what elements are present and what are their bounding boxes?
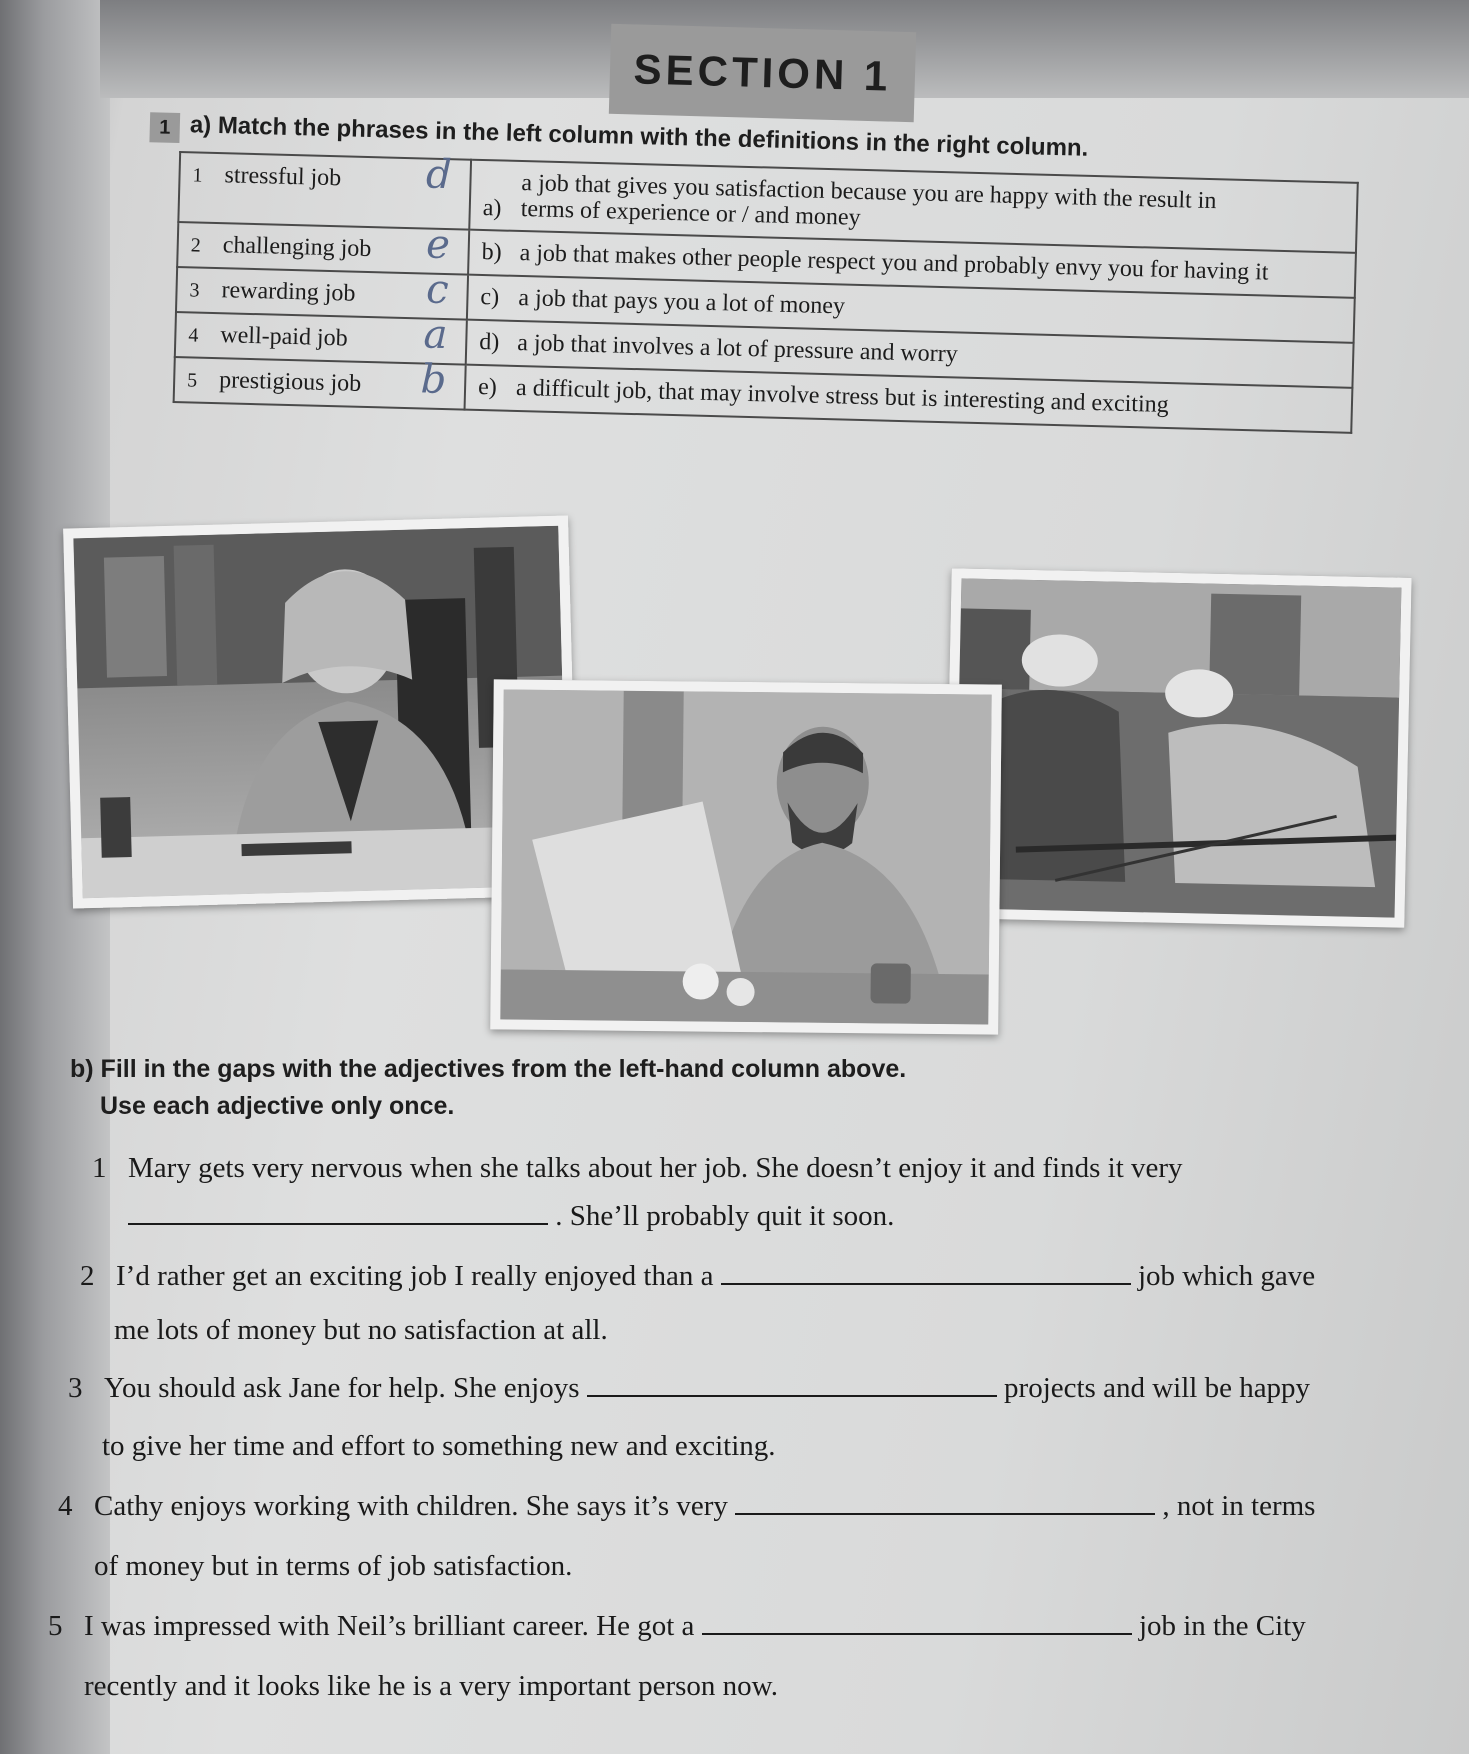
sentence-text: recently and it looks like he is a very important person now.: [84, 1670, 778, 1702]
sentence-text: , not in terms: [1162, 1490, 1316, 1522]
sentence-5-line-2: [84, 1670, 778, 1703]
sentence-4: [58, 1490, 1315, 1523]
sentence-5: [48, 1610, 1306, 1643]
sentence-text: Mary gets very nervous when she talks about her job. She doesn’t enjoy it and finds it very: [128, 1152, 1183, 1184]
sentence-number: 2: [80, 1260, 95, 1292]
phrase-cell: [178, 152, 471, 230]
sentence-text: of money but in terms of job satisfaction.: [94, 1550, 573, 1582]
phrase-cell: [177, 222, 469, 275]
definition-text: a job that pays you a lot of money: [518, 284, 846, 320]
phrase-number: 5: [186, 369, 198, 392]
matching-table: [173, 151, 1359, 434]
sentence-1: [92, 1152, 1183, 1185]
definition-letter: a): [482, 195, 502, 222]
sentence-text: job in the City: [1138, 1610, 1306, 1642]
phrase-text: rewarding job: [221, 277, 356, 307]
photo-construction-workers: [944, 568, 1411, 928]
sentence-number: 3: [68, 1372, 83, 1404]
part-b-instruction: b) Fill in the gaps with the adjectives from the left-hand column above.: [70, 1055, 907, 1083]
sentence-number: 1: [92, 1152, 107, 1184]
definition-text: a difficult job, that may involve stress but is interesting and exciting: [515, 374, 1170, 419]
definition-text: a job that makes other people respect you and probably envy you for having it: [519, 239, 1269, 286]
handwritten-answer: b: [420, 356, 447, 404]
handwritten-answer: e: [425, 221, 451, 269]
definition-letter: d): [478, 328, 500, 356]
handwritten-answer: d: [425, 151, 453, 199]
photo-stressed-man: [490, 679, 1002, 1034]
answer-gap[interactable]: [128, 1201, 548, 1225]
answer-gap[interactable]: [721, 1261, 1131, 1285]
handwritten-answer: c: [425, 266, 450, 314]
phrase-number: 4: [188, 324, 199, 347]
definition-text: a job that gives you satisfaction because you are happy with the result in terms of experience or / and money: [520, 170, 1217, 231]
sentence-1-line-2: [128, 1200, 894, 1233]
answer-gap[interactable]: [735, 1491, 1155, 1515]
part-b-instruction-2: Use each adjective only once.: [100, 1092, 455, 1120]
phrase-text: well-paid job: [220, 322, 349, 352]
sentence-text: job which gave: [1137, 1260, 1316, 1292]
answer-gap[interactable]: [587, 1373, 997, 1397]
stressed-man-illustration: [500, 689, 991, 1024]
sentence-text: projects and will be happy: [1004, 1372, 1311, 1404]
phrase-text: stressful job: [224, 162, 342, 192]
sentence-number: 5: [48, 1610, 63, 1642]
sentence-text: . She’ll probably quit it soon.: [555, 1200, 895, 1232]
workers-illustration: [955, 578, 1402, 917]
sentence-2: [80, 1260, 1315, 1293]
sentence-2-line-2: [114, 1314, 608, 1347]
exercise-number: 1: [149, 112, 180, 143]
phrase-text: prestigious job: [218, 367, 362, 397]
sentence-text: Cathy enjoys working with children. She says it’s very: [94, 1490, 728, 1522]
sentence-text: me lots of money but no satisfaction at all.: [114, 1314, 608, 1346]
part-a-instruction: a) Match the phrases in the left column with the definitions in the right column.: [189, 111, 1089, 162]
answer-gap[interactable]: [702, 1611, 1132, 1635]
definition-text: a job that involves a lot of pressure and worry: [516, 329, 959, 368]
sentence-text: to give her time and effort to something new and exciting.: [102, 1430, 776, 1462]
phrase-text: challenging job: [222, 232, 372, 263]
definition-letter: e): [477, 373, 498, 401]
section-title: SECTION 1: [633, 45, 892, 100]
phrase-number: 2: [190, 234, 202, 257]
sentence-3-line-2: [102, 1430, 776, 1463]
phrase-cell: [174, 357, 466, 410]
sentence-number: 4: [58, 1490, 73, 1522]
sentence-text: I was impressed with Neil’s brilliant career. He got a: [84, 1610, 695, 1642]
sentence-text: I’d rather get an exciting job I really enjoyed than a: [116, 1260, 714, 1292]
sentence-4-line-2: [94, 1550, 572, 1583]
handwritten-answer: a: [423, 311, 449, 359]
definition-letter: b): [481, 238, 502, 266]
sentence-3: [68, 1372, 1310, 1405]
sentence-text: You should ask Jane for help. She enjoys: [104, 1372, 580, 1404]
phrase-number: 1: [192, 164, 203, 187]
phrase-number: 3: [189, 279, 200, 302]
definition-letter: c): [480, 283, 500, 311]
